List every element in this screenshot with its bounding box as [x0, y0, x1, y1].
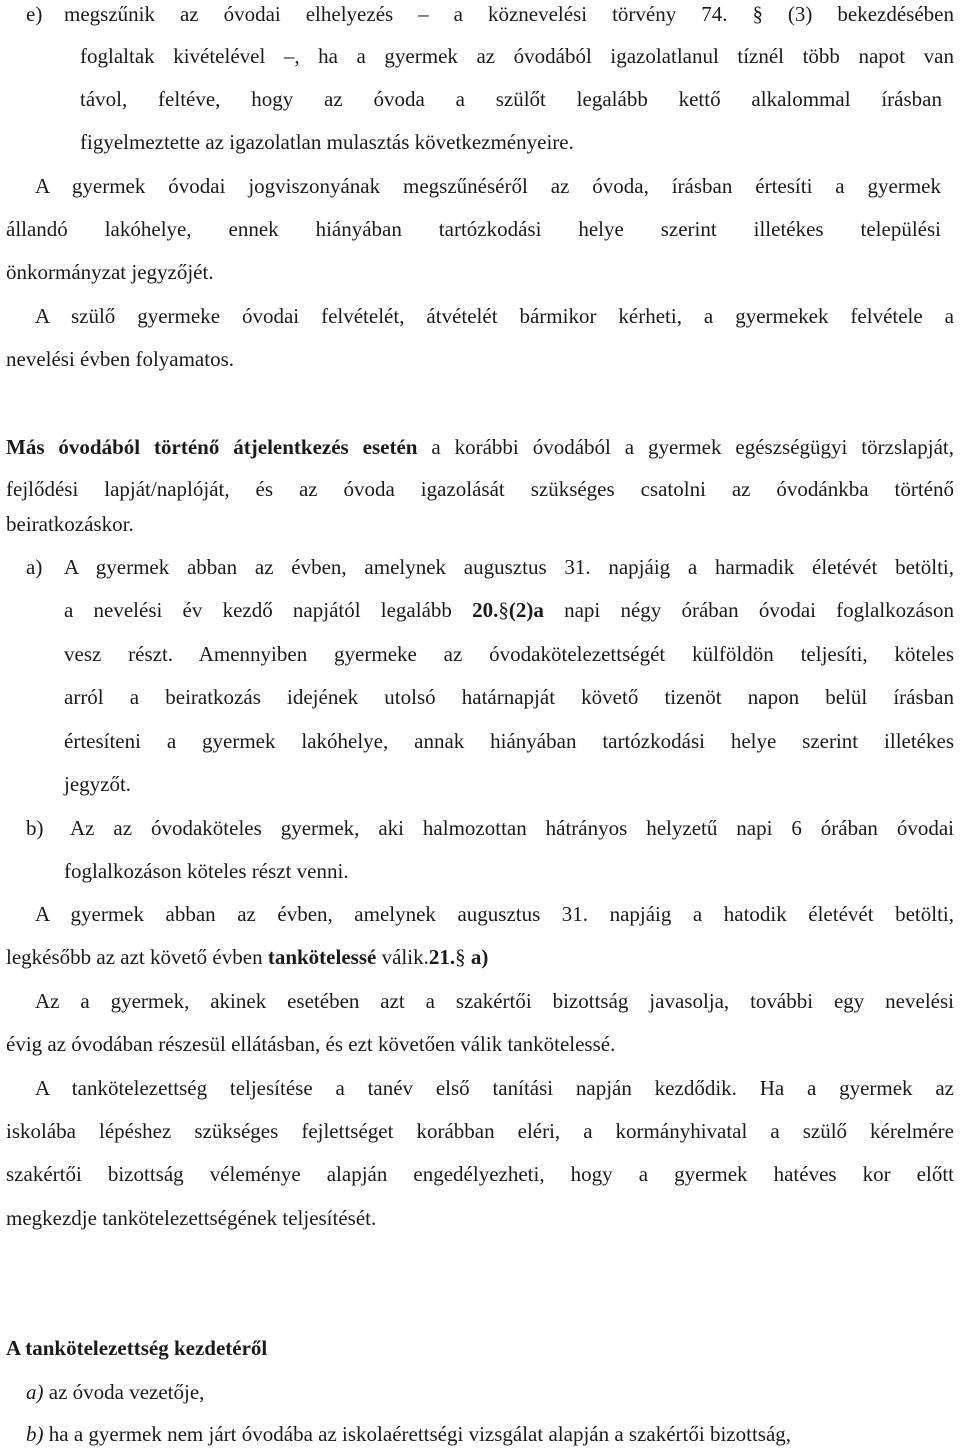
item-a-marker: a): [26, 555, 43, 579]
atjelentkezes-bold: Más óvodából történő átjelentkezés esetén: [6, 435, 418, 459]
section-heading: A tankötelezettség kezdetéről: [6, 1336, 268, 1360]
item-e-text: megszűnik az óvodai elhelyezés – a köznevelési törvény 74. § (3) bekezdésében: [64, 2, 954, 26]
section-item-a-marker: a): [26, 1380, 44, 1404]
section-item-b-marker: b): [26, 1422, 44, 1446]
item-b-marker: b): [26, 816, 44, 840]
item-e-marker: e): [26, 2, 43, 26]
